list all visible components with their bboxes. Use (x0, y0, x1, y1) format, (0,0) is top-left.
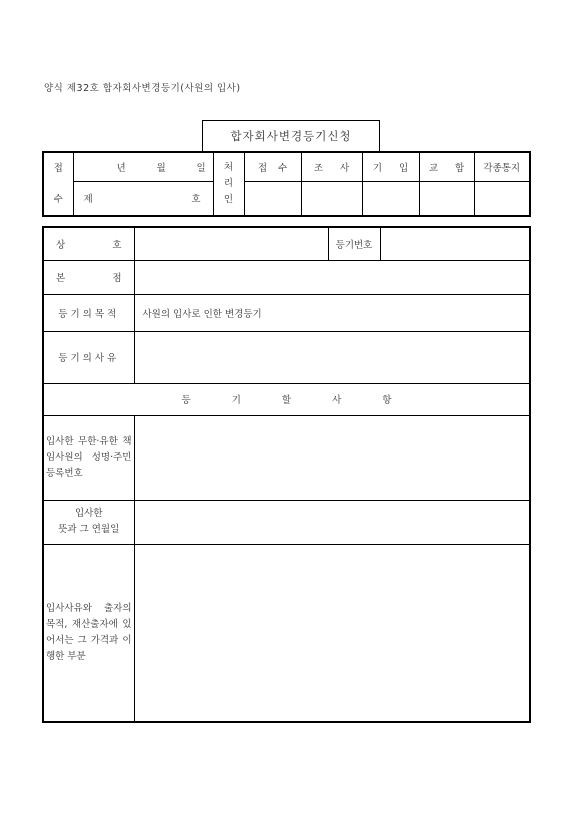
registration-table (42, 226, 531, 723)
sangho-label-2: 호 (112, 239, 122, 251)
reason-label (43, 331, 134, 383)
date-label-line1: 입사한 (74, 508, 103, 519)
date-value[interactable] (134, 500, 530, 544)
seal-gyohap[interactable] (419, 181, 474, 216)
receipt-je-label: 제 (83, 194, 93, 206)
processing-label-cell (213, 152, 244, 216)
section-header (43, 383, 530, 415)
seal-notice[interactable] (474, 181, 530, 216)
receipt-su: 수 (53, 193, 63, 205)
receipt-number-cell[interactable] (73, 181, 213, 216)
sangho-value[interactable] (134, 227, 328, 260)
member-value[interactable] (134, 415, 530, 500)
receipt-year-label: 년 (116, 162, 126, 174)
form-number: 양식 제32호 합자회사변경등기(사원의 입사) (44, 83, 241, 94)
registration-number-label: 등기번호 (328, 227, 380, 260)
receipt-table (42, 151, 531, 217)
bonjeom-label-2: 점 (112, 273, 122, 284)
seal-jeopsu[interactable] (244, 181, 301, 216)
investment-label: 입사사유와 출자의 목적, 재산출자에 있어서는 그 가격과 이행한 부분 (46, 602, 132, 662)
form-title-text: 합자회사변경등기신청 (230, 129, 352, 143)
member-label: 입사한 무한·유한 책임사원의 성명·주민등록번호 (46, 435, 132, 479)
member-label-cell (43, 415, 134, 500)
receipt-date-cell[interactable] (73, 152, 213, 181)
col-header-giip: 기 입 (362, 152, 419, 181)
receipt-month-label: 월 (156, 162, 166, 174)
form-title (202, 120, 380, 151)
col-header-notice: 각종통지 (474, 152, 530, 181)
purpose-label-text: 등기의목적 (58, 308, 120, 320)
processing-cheo: 처 (223, 162, 234, 173)
purpose-label (43, 294, 134, 331)
processing-ri: 리 (223, 178, 234, 189)
col-header-josa: 조 사 (301, 152, 362, 181)
investment-label-cell (43, 544, 134, 722)
investment-value[interactable] (134, 544, 530, 722)
date-label-line2: 뜻과 그 연월일 (58, 524, 120, 535)
bonjeom-label-1: 본 (56, 273, 66, 284)
sangho-label-cell (43, 227, 134, 260)
registration-number-value[interactable] (380, 227, 530, 260)
seal-josa[interactable] (301, 181, 362, 216)
seal-giip[interactable] (362, 181, 419, 216)
purpose-value[interactable]: 사원의 입사로 인한 변경등기 (134, 294, 530, 331)
sangho-label-1: 상 (56, 239, 66, 251)
section-header-text: 등 기 할 사 항 (181, 395, 392, 406)
receipt-ho-label: 호 (191, 194, 201, 206)
bonjeom-label-cell (43, 260, 134, 294)
processing-in: 인 (223, 194, 234, 205)
receipt-day-label: 일 (196, 162, 206, 174)
receipt-jeop: 접 (53, 162, 63, 174)
reason-value[interactable] (134, 331, 530, 383)
col-header-jeopsu: 접 수 (244, 152, 301, 181)
date-label-cell (43, 500, 134, 544)
bonjeom-value[interactable] (134, 260, 530, 294)
reason-label-text: 등기의사유 (58, 353, 120, 364)
col-header-gyohap: 교 합 (419, 152, 474, 181)
receipt-label-cell (43, 152, 73, 216)
